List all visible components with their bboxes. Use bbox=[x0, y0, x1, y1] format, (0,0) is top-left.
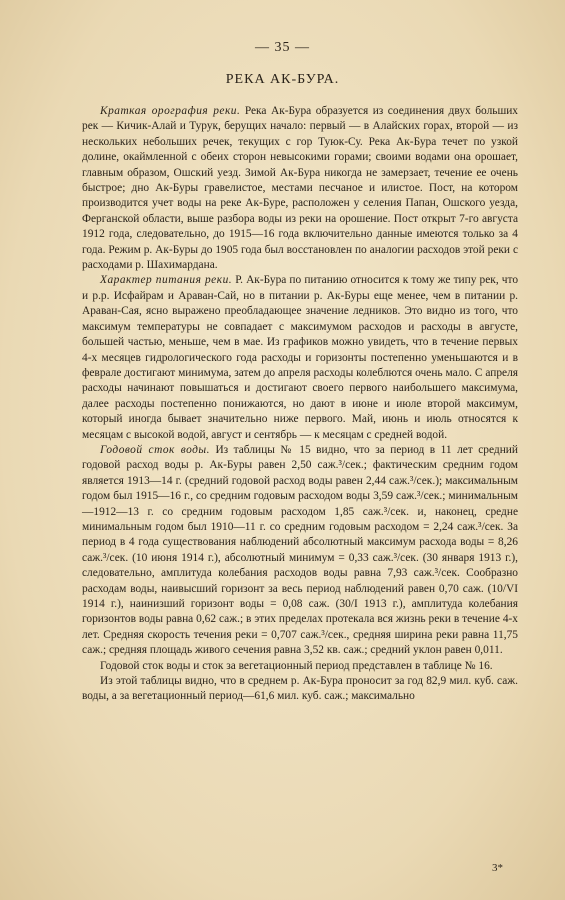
paragraph-text: Из таблицы № 15 видно, что за период в 11 лет средний годовой расход воды р. Ак-Буры равен 2,50 саж.³/сек.; фактическим средним годом является 1913—14 г. (средний годовой расход воды равен 2,44 саж.³/сек.); максимальным годом был 1915—16 г., со средним годовым расходом воды 3,59 саж.³/сек.; минимальным—1912—13 г. со средним годовым расходом 1,85 саж.³/сек. и, наконец, средне минимальным годом был 1910—11 г. со средним годовым расходом = 2,24 саж.³/сек. За период в 4 года существования наблюдений абсолютный максимум расхода воды = 8,26 саж.³/сек. (10 июня 1914 г.), абсолютный минимум = 0,33 саж.³/сек. (30 января 1913 г.), следовательно, амплитуда колебания расходов воды равна 7,93 саж.³/сек. Сообразно расходам воды, наивысший горизонт за весь период наблюдений равен 0,70 саж. (10/VI 1914 г.), наинизший горизонт воды = 0,08 саж. (30/I 1913 г.), амплитуда колебания горизонтов воды равна 0,62 саж.; в этих пределах протекала вся жизнь реки в течение 4-х лет. Средняя скорость течения реки = 0,707 саж.³/сек., средняя ширина реки равна 11,75 саж.; средняя площадь живого сечения равна 3,52 кв. саж.; средний уклон равен 0,011. bbox=[82, 443, 518, 657]
paragraph-text: Из этой таблицы видно, что в среднем р. Ак-Бура проносит за год 82,9 мил. куб. саж. воды, а за вегетационный период—61,6 мил. куб. саж.; максимально bbox=[82, 675, 518, 703]
paragraph-table-ref bbox=[82, 659, 518, 674]
printer-signature: 3* bbox=[492, 862, 503, 874]
paragraph-summary bbox=[82, 674, 518, 705]
paragraph-text: Р. Ак-Бура по питанию относится к тому же типу рек, что и р.р. Исфайрам и Араван-Сай, но в питании р. Ак-Буры еще менее, чем в питании р. Араван-Сая, ясно выражено преобладающее значение ледников. Это видно из того, что максимум температуры не совпадает с максимумом расходов и расходы в августе, большей частью, меньше, чем в мае. Из графиков можно увидеть, что в течение первых 4-х месяцев гидрологического года расходы и горизонты постепенно уменьшаются и в феврале достигают минимума, затем до апреля расходы колеблются очень мало. С апреля расходы начинают повышаться и достигают своего первого наибольшего максимума, далее расходы постепенно понижаются, но дают в июне и июле второй максимум, который иногда бывает значительно ниже первого. Май, июнь и июль относятся к месяцам с высокой водой, август и сентябрь — к месяцам с средней водой. bbox=[82, 274, 519, 441]
paragraph-lead: Характер питания реки. bbox=[100, 274, 233, 287]
paragraph-text: Годовой сток воды и сток за вегетационный период представлен в таблице № 16. bbox=[100, 659, 493, 672]
paragraph-text: Река Ак-Бура образуется из соединения двух больших рек — Кичик-Алай и Турук, берущих начало: первый — в Алайских горах, второй — из нескольких небольших речек, текущих с гор Туюк-Су. Река Ак-Бура течет по узкой долине, окаймленной с обеих сторон невысокими горами; своими водами она орошает, главным образом, Ошский уезд. Зимой Ак-Бура никогда не замерзает, течение ее очень быстрое; дно Ак-Буры гравелистое, местами песчаное и илистое. Пост, на котором производится учет воды на реке Ак-Буре, расположен у селения Папан, Ошского уезда, Ферганской области, выше разбора воды из реки на орошение. Пост открыт 7-го августа 1912 года, следовательно, до 1915—16 года включительно данные имеются только за 4 года. Режим р. Ак-Буры до 1905 года был восстановлен по аналогии расходов этой реки с расходами р. Шахимардана. bbox=[82, 105, 519, 272]
paragraph-lead: Годовой сток воды. bbox=[100, 443, 210, 456]
paragraph-orography bbox=[82, 104, 518, 273]
page-number: — 35 — bbox=[255, 40, 310, 55]
paragraph-lead: Краткая орография реки. bbox=[100, 105, 241, 117]
paragraph-feeding bbox=[82, 273, 518, 442]
page-title: РЕКА АК-БУРА. bbox=[225, 72, 340, 87]
body-text bbox=[82, 104, 518, 705]
paragraph-annual-runoff bbox=[82, 443, 518, 659]
